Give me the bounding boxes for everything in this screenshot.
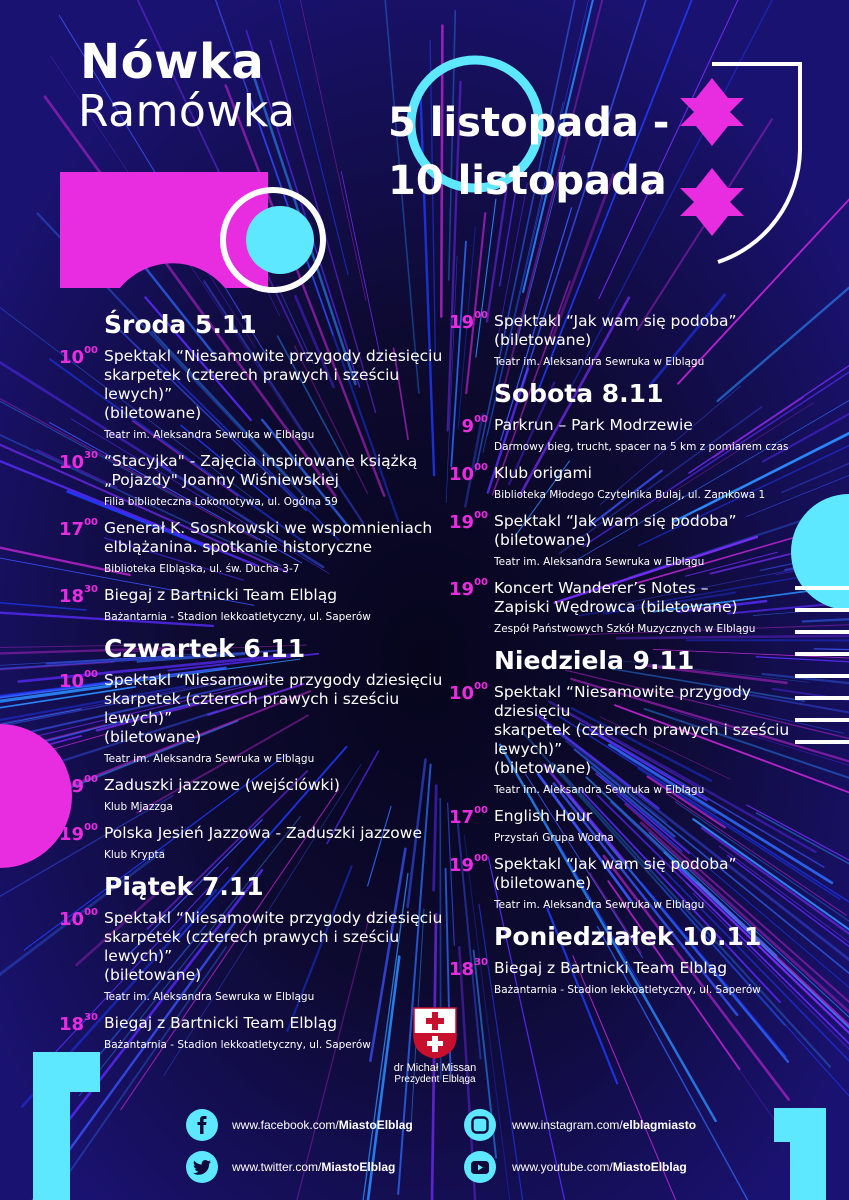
schedule-event	[450, 807, 800, 846]
event-title: Biegaj z Bartnicki Team Elbląg	[104, 586, 338, 604]
twitter-prefix: www.twitter.com/	[232, 1160, 322, 1174]
schedule-event	[60, 909, 450, 1005]
event-place: Teatr im. Aleksandra Sewruka w Elblągu	[494, 556, 705, 568]
date-range	[388, 94, 669, 210]
patron-role: Prezydent Elbląga	[394, 1074, 476, 1085]
event-time-hour: 19	[59, 776, 85, 797]
event-time-hour: 10	[449, 464, 475, 485]
schedule-left-column	[60, 310, 450, 1062]
magenta-cross-bottom	[680, 168, 744, 236]
event-time	[48, 586, 98, 607]
white-stripes	[795, 588, 849, 742]
event-time	[438, 683, 488, 704]
instagram-prefix: www.instagram.com/	[512, 1118, 623, 1132]
event-place: Teatr im. Aleksandra Sewruka w Elblągu	[494, 784, 705, 796]
event-time	[48, 452, 98, 473]
schedule-event	[60, 347, 450, 443]
schedule-event	[60, 452, 450, 510]
event-time	[48, 671, 98, 692]
event-title: “Stacyjka" - Zajęcia inspirowane książką „Pojazdy" Joanny Wiśniewskiej	[104, 452, 418, 489]
instagram-handle: elblagmiasto	[622, 1118, 697, 1132]
event-place: Teatr im. Aleksandra Sewruka w Elblągu	[104, 991, 315, 1003]
event-title: Spektakl “Niesamowite przygody dziesięciu skarpetek (czterech prawych i sześciu lewych)” (biletowane)	[104, 347, 443, 422]
schedule-event	[450, 512, 800, 570]
day-heading: Poniedziałek 10.11	[494, 922, 762, 951]
event-time-hour: 19	[59, 824, 85, 845]
event-time-minutes: 30	[84, 584, 98, 595]
event-time-hour: 19	[449, 855, 475, 876]
event-place: Bażantarnia - Stadion lekkoatletyczny, ul. Saperów	[494, 984, 761, 996]
event-place: Biblioteka Elbląska, ul. św. Ducha 3-7	[104, 563, 300, 575]
event-title: Koncert Wanderer’s Notes – Zapiski Wędrowca (biletowane)	[494, 579, 738, 616]
day-heading: Sobota 8.11	[494, 379, 664, 408]
event-title: Biegaj z Bartnicki Team Elbląg	[104, 1014, 338, 1032]
event-title: Zaduszki jazzowe (wejściówki)	[104, 776, 340, 794]
youtube-icon[interactable]	[464, 1151, 496, 1183]
schedule-event	[450, 855, 800, 913]
event-time	[438, 959, 488, 980]
event-time-hour: 18	[59, 1014, 85, 1035]
schedule-event	[450, 416, 800, 455]
schedule-event	[60, 671, 450, 767]
event-title: Polska Jesień Jazzowa - Zaduszki jazzowe	[104, 824, 422, 842]
patron-block	[380, 1006, 490, 1085]
event-title: Spektakl “Jak wam się podoba” (biletowane)	[494, 312, 737, 349]
date-line-1: 5 listopada -	[388, 100, 670, 146]
white-bracket	[712, 64, 800, 262]
patron-name: dr Michał Missan	[393, 1062, 477, 1074]
event-time-minutes: 00	[474, 681, 488, 692]
schedule-event	[450, 959, 800, 998]
event-time	[438, 579, 488, 600]
event-time	[438, 807, 488, 828]
event-time-hour: 19	[449, 579, 475, 600]
event-time-hour: 19	[449, 312, 475, 333]
schedule-right-column	[450, 312, 800, 1007]
event-time-hour: 10	[59, 909, 85, 930]
event-title: Spektakl “Niesamowite przygody dziesięciu skarpetek (czterech prawych i sześciu lewych)” (biletowane)	[104, 671, 443, 746]
event-time-hour: 18	[449, 959, 475, 980]
social-instagram[interactable]	[464, 1109, 696, 1141]
facebook-prefix: www.facebook.com/	[232, 1118, 339, 1132]
date-line-2: 10 listopada	[388, 158, 667, 204]
event-place: Darmowy bieg, trucht, spacer na 5 km z pomiarem czas	[494, 441, 789, 453]
event-title: Spektakl “Niesamowite przygody dziesięciu skarpetek (czterech prawych i sześciu lewych)” (biletowane)	[494, 683, 790, 777]
event-place: Teatr im. Aleksandra Sewruka w Elblągu	[494, 899, 705, 911]
elblag-coat-of-arms	[412, 1006, 458, 1060]
social-twitter[interactable]	[186, 1151, 395, 1183]
twitter-icon[interactable]	[186, 1151, 218, 1183]
youtube-link[interactable]	[512, 1160, 687, 1174]
schedule-event	[60, 586, 450, 625]
event-time	[438, 416, 488, 437]
schedule-event	[450, 579, 800, 637]
event-place: Teatr im. Aleksandra Sewruka w Elblągu	[104, 753, 315, 765]
event-title: Spektakl “Niesamowite przygody dziesięciu skarpetek (czterech prawych i sześciu lewych)” (biletowane)	[104, 909, 443, 984]
event-place: Biblioteka Młodego Czytelnika Bulaj, ul. Zamkowa 1	[494, 489, 766, 501]
event-time-minutes: 00	[84, 669, 98, 680]
event-time-hour: 17	[449, 807, 475, 828]
schedule-event	[60, 519, 450, 577]
event-time-hour: 18	[59, 586, 85, 607]
event-time-hour: 19	[449, 512, 475, 533]
event-time-minutes: 00	[474, 577, 488, 588]
twitter-link[interactable]	[232, 1160, 395, 1174]
event-title: Spektakl “Jak wam się podoba” (biletowane)	[494, 512, 737, 549]
event-time	[48, 347, 98, 368]
instagram-icon[interactable]	[464, 1109, 496, 1141]
facebook-icon[interactable]	[186, 1109, 218, 1141]
twitter-handle: MiastoElblag	[321, 1160, 396, 1174]
event-place: Teatr im. Aleksandra Sewruka w Elblągu	[104, 429, 315, 441]
facebook-link[interactable]	[232, 1118, 413, 1132]
event-time-hour: 10	[449, 683, 475, 704]
event-time	[48, 776, 98, 797]
event-time	[438, 855, 488, 876]
schedule-event	[450, 683, 800, 798]
schedule-event	[450, 312, 800, 370]
event-title: Biegaj z Bartnicki Team Elbląg	[494, 959, 728, 977]
event-time-minutes: 00	[474, 510, 488, 521]
facebook-handle: MiastoElblag	[338, 1118, 413, 1132]
social-youtube[interactable]	[464, 1151, 687, 1183]
event-time-hour: 10	[59, 671, 85, 692]
event-place: Przystań Grupa Wodna	[494, 832, 614, 844]
youtube-prefix: www.youtube.com/	[512, 1160, 613, 1174]
event-time	[438, 512, 488, 533]
event-time-minutes: 00	[474, 805, 488, 816]
magenta-cross-top	[680, 78, 744, 146]
event-time	[48, 1014, 98, 1035]
cyan-bracket-right	[774, 1108, 826, 1200]
event-title: Parkrun – Park Modrzewie	[494, 416, 693, 434]
event-time-minutes: 00	[474, 853, 488, 864]
cyan-bracket-left	[33, 1052, 100, 1200]
event-title: Spektakl “Jak wam się podoba” (biletowane)	[494, 855, 737, 892]
event-place: Bażantarnia - Stadion lekkoatletyczny, ul. Saperów	[104, 1039, 371, 1051]
event-time	[438, 464, 488, 485]
event-place: Zespół Państwowych Szkół Muzycznych w Elblągu	[494, 623, 756, 635]
event-time-minutes: 00	[474, 310, 488, 321]
event-title: Generał K. Sosnkowski we wspomnieniach elblążanina. spotkanie historyczne	[104, 519, 433, 556]
event-time	[48, 824, 98, 845]
event-time-hour: 17	[59, 519, 85, 540]
event-title: English Hour	[494, 807, 593, 825]
instagram-link[interactable]	[512, 1118, 696, 1132]
event-time-minutes: 00	[84, 517, 98, 528]
event-time-minutes: 30	[474, 957, 488, 968]
event-time-hour: 10	[59, 452, 85, 473]
day-heading: Niedziela 9.11	[494, 646, 695, 675]
day-heading: Środa 5.11	[104, 310, 257, 339]
social-facebook[interactable]	[186, 1109, 413, 1141]
event-time-hour: 10	[59, 347, 85, 368]
event-time	[438, 312, 488, 333]
event-time-minutes: 00	[84, 345, 98, 356]
brand-title: Nówka	[80, 34, 265, 90]
event-time-hour: 9	[461, 416, 475, 437]
schedule-event	[60, 776, 450, 815]
event-place: Teatr im. Aleksandra Sewruka w Elblągu	[494, 356, 705, 368]
event-place: Klub Mjazzga	[104, 801, 173, 813]
event-title: Klub origami	[494, 464, 592, 482]
day-heading: Piątek 7.11	[104, 872, 264, 901]
brand-subtitle: Ramówka	[78, 86, 296, 137]
schedule-event	[450, 464, 800, 503]
event-time	[48, 519, 98, 540]
event-place: Filia biblioteczna Lokomotywa, ul. Ogólna 59	[104, 496, 338, 508]
day-heading: Czwartek 6.11	[104, 634, 306, 663]
event-place: Bażantarnia - Stadion lekkoatletyczny, ul. Saperów	[104, 611, 371, 623]
event-time-minutes: 00	[84, 774, 98, 785]
youtube-handle: MiastoElblag	[612, 1160, 687, 1174]
cyan-dot	[246, 206, 314, 274]
event-time-minutes: 00	[474, 414, 488, 425]
event-time-minutes: 30	[84, 1012, 98, 1023]
event-time-minutes: 00	[84, 907, 98, 918]
schedule-event	[60, 824, 450, 863]
event-time-minutes: 30	[84, 450, 98, 461]
event-place: Klub Krypta	[104, 849, 166, 861]
event-time	[48, 909, 98, 930]
event-time-minutes: 00	[474, 462, 488, 473]
event-time-minutes: 00	[84, 822, 98, 833]
